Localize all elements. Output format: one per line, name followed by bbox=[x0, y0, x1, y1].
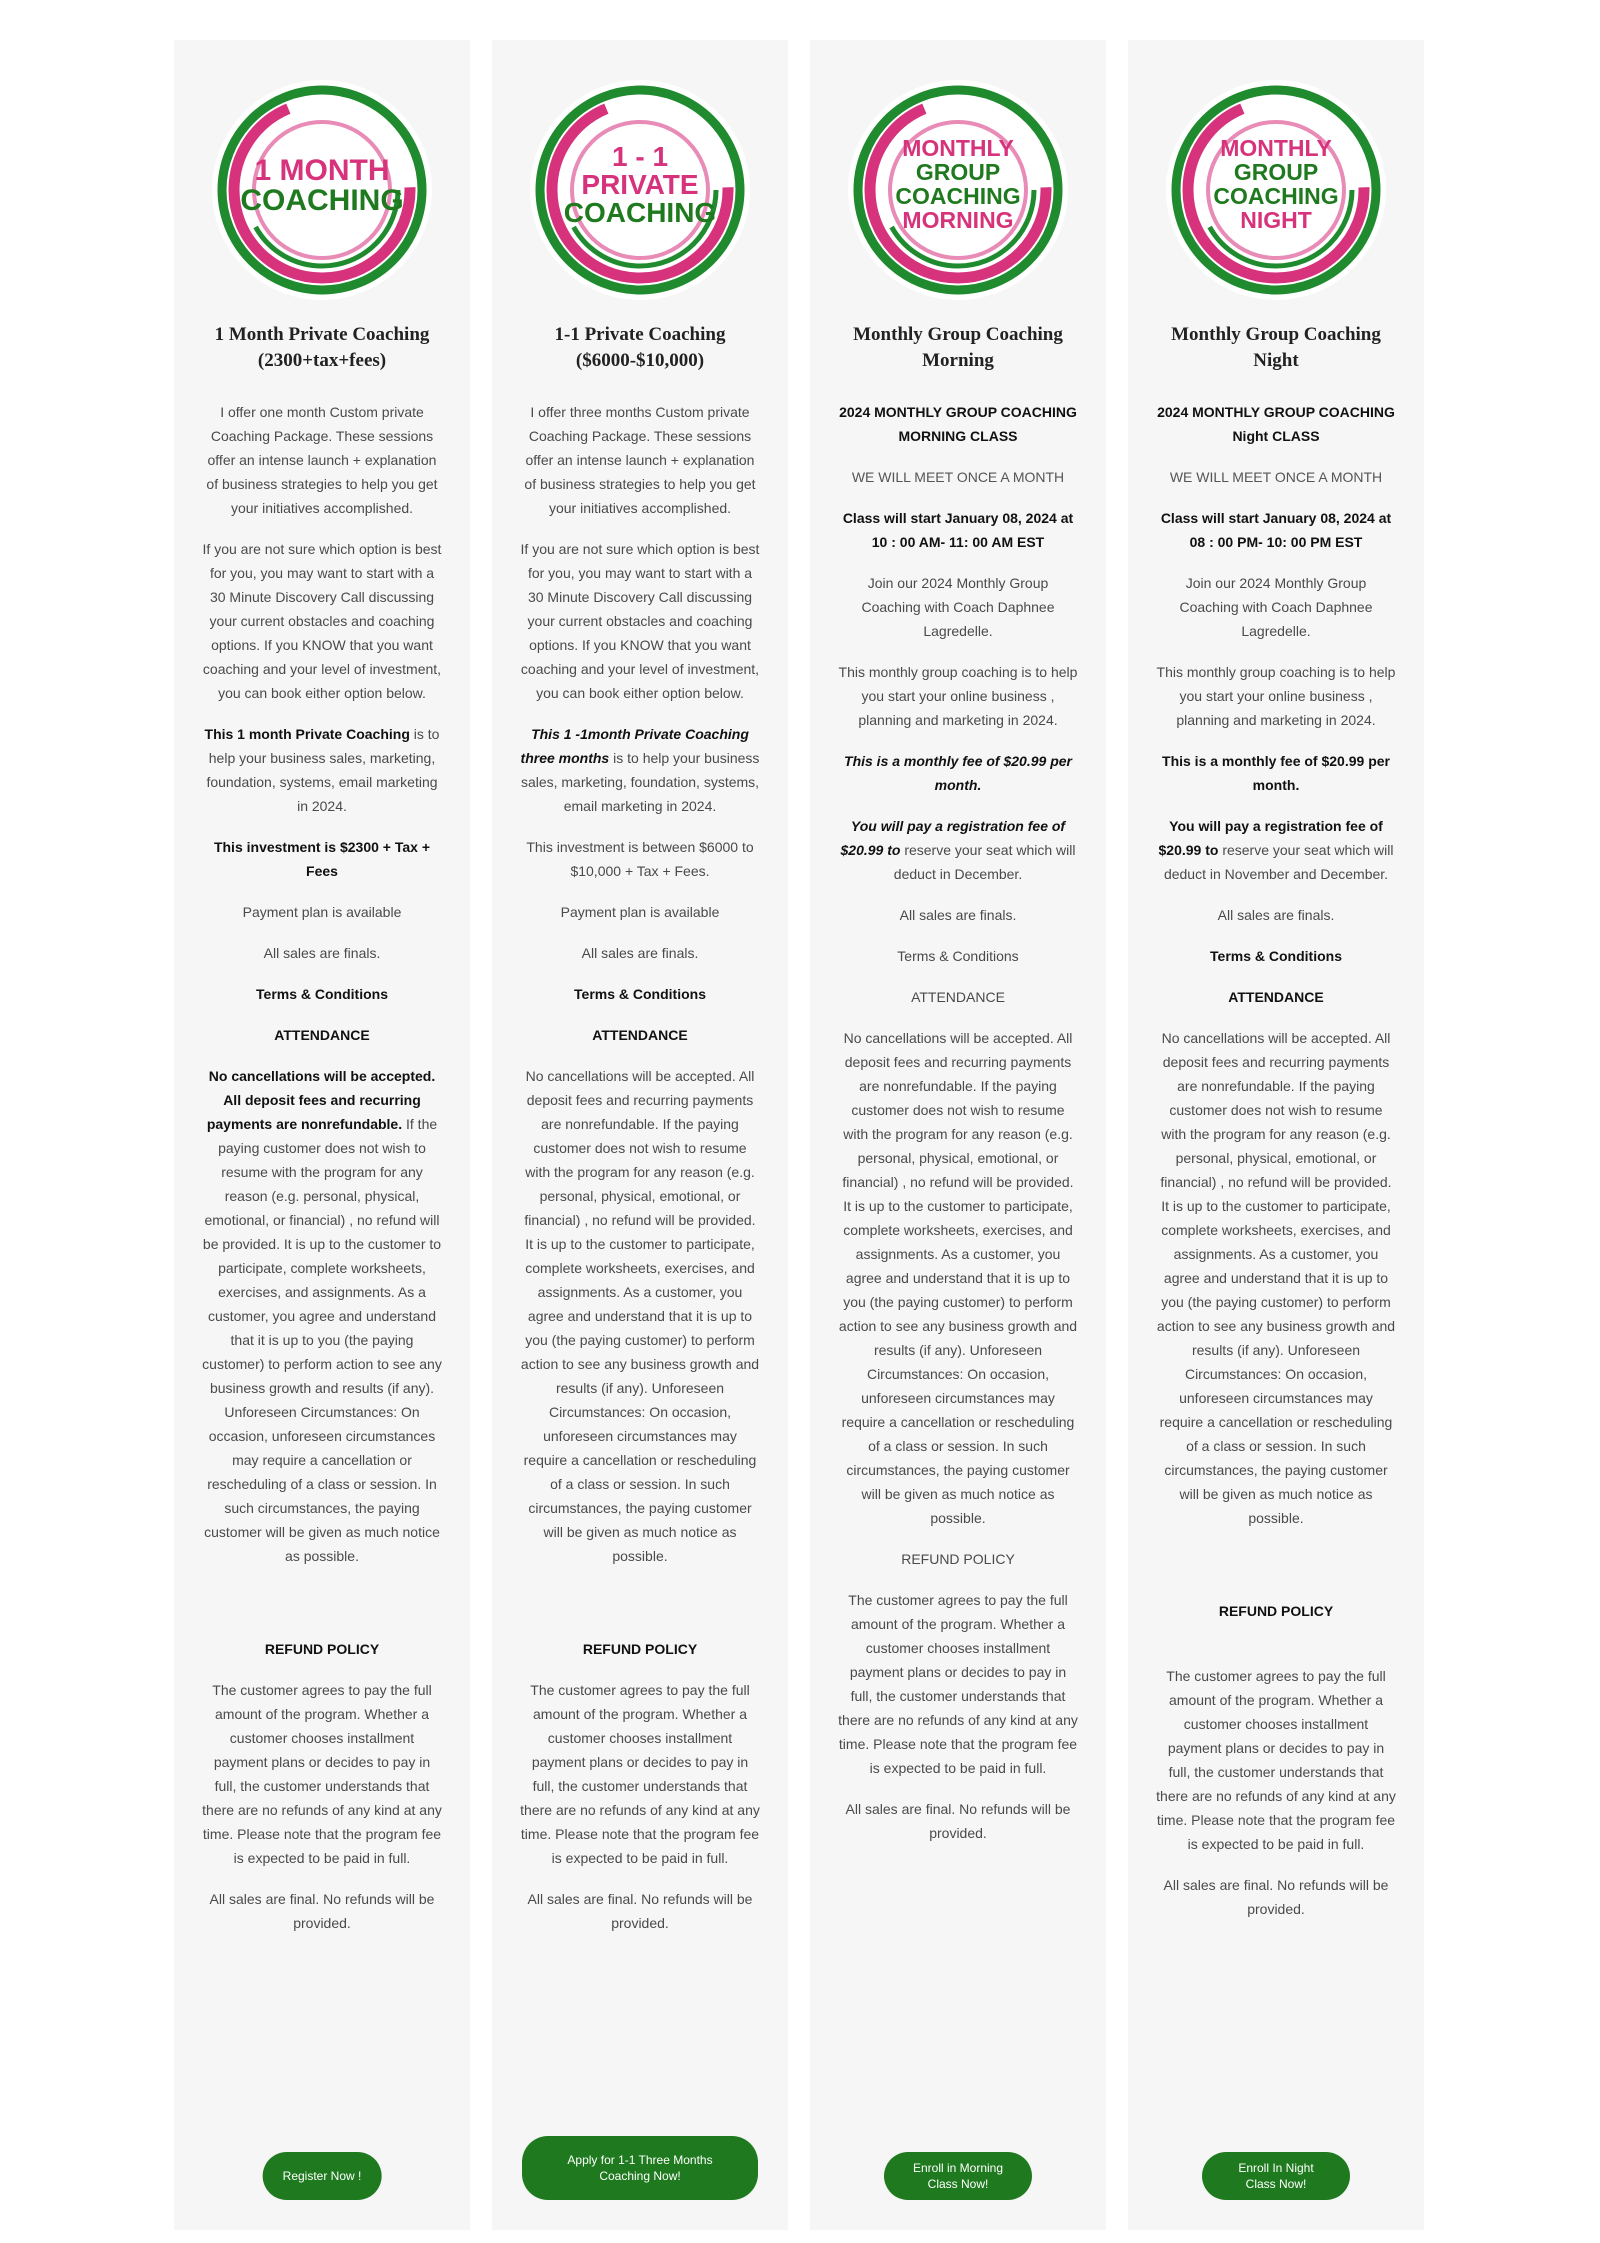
card-paragraph: All sales are final. No refunds will be provided. bbox=[527, 1891, 753, 1931]
price-text: This investment is $2300 + Tax + Fees bbox=[213, 839, 431, 879]
attendance-heading: ATTENDANCE bbox=[274, 1027, 370, 1043]
attendance-text bbox=[202, 1064, 442, 1568]
paragraph-text: is to help your business sales, marketing, foundation, systems, email marketing in 2024. bbox=[520, 750, 760, 814]
card-paragraph: All sales are final. No refunds will be provided. bbox=[845, 1801, 1071, 1841]
logo-text-line: GROUP bbox=[1233, 159, 1319, 185]
card-paragraph bbox=[202, 722, 442, 818]
card-paragraph: I offer one month Custom private Coaching Package. These sessions offer an intense launch + explanation of business strategies to help you get your initiatives accomplished. bbox=[206, 404, 438, 516]
pricing-card-1-month bbox=[174, 40, 470, 2230]
card-paragraph: All sales are finals. bbox=[581, 945, 699, 961]
card-paragraph bbox=[1156, 814, 1396, 886]
attendance-text: No cancellations will be accepted. All deposit fees and recurring payments are nonrefundable. If the paying customer does not wish to resume with the program for any reason (e.g. personal, physical, emotional, or financial) , no refund will be provided. It is up to the customer to participate, complete worksheets, exercises, and assignments. As a customer, you agree and understand that it is up to you (the paying customer) to perform action to see any business growth and results (if any). Unforeseen Circumstances: On occasion, unforeseen circumstances may require a cancellation or rescheduling of a class or session. In such circumstances, the paying customer will be given as much notice as possible. bbox=[838, 1030, 1078, 1526]
card-title: 1-1 Private Coaching ($6000-$10,000) bbox=[554, 324, 726, 371]
price-text: This is a monthly fee of $20.99 per month. bbox=[844, 753, 1072, 793]
refund-text: The customer agrees to pay the full amount of the program. Whether a customer chooses installment payment plans or decides to pay in full, the customer understands that there are no refunds of any kind at any time. Please note that the program fee is expected to be paid in full. bbox=[202, 1682, 442, 1866]
attendance-text: No cancellations will be accepted. All deposit fees and recurring payments are nonrefundable. If the paying customer does not wish to resume with the program for any reason (e.g. personal, physical, emotional, or financial) , no refund will be provided. It is up to the customer to participate, complete worksheets, exercises, and assignments. As a customer, you agree and understand that it is up to you (the paying customer) to perform action to see any business growth and results (if any). Unforeseen Circumstances: On occasion, unforeseen circumstances may require a cancellation or rescheduling of a class or session. In such circumstances, the paying customer will be given as much notice as possible. bbox=[520, 1068, 760, 1564]
card-paragraph: All sales are finals. bbox=[899, 907, 1017, 923]
apply-now-button[interactable]: Apply for 1-1 Three Months Coaching Now! bbox=[522, 2136, 758, 2200]
logo-text-line: GROUP bbox=[915, 159, 1001, 185]
card-paragraph bbox=[838, 814, 1078, 886]
bold-italic-text: You will pay a registration fee of $20.99 to bbox=[840, 818, 1066, 858]
attendance-text: No cancellations will be accepted. All deposit fees and recurring payments are nonrefundable. If the paying customer does not wish to resume with the program for any reason (e.g. personal, physical, emotional, or financial) , no refund will be provided. It is up to the customer to participate, complete worksheets, exercises, and assignments. As a customer, you agree and understand that it is up to you (the paying customer) to perform action to see any business growth and results (if any). Unforeseen Circumstances: On occasion, unforeseen circumstances may require a cancellation or rescheduling of a class or session. In such circumstances, the paying customer will be given as much notice as possible. bbox=[1156, 1030, 1396, 1526]
refund-text: The customer agrees to pay the full amount of the program. Whether a customer chooses installment payment plans or decides to pay in full, the customer understands that there are no refunds of any kind at any time. Please note that the program fee is expected to be paid in full. bbox=[520, 1682, 760, 1866]
refund-heading: REFUND POLICY bbox=[582, 1641, 698, 1657]
coaching-logo-icon bbox=[1162, 76, 1390, 304]
logo-text-line: PRIVATE bbox=[581, 169, 699, 200]
refund-text: The customer agrees to pay the full amount of the program. Whether a customer chooses installment payment plans or decides to pay in full, the customer understands that there are no refunds of any kind at any time. Please note that the program fee is expected to be paid in full. bbox=[1156, 1668, 1396, 1852]
card-paragraph: All sales are final. No refunds will be provided. bbox=[209, 1891, 435, 1931]
logo-text-line: COACHING bbox=[895, 183, 1021, 209]
bold-text: You will pay a registration fee of $20.99 to bbox=[1158, 818, 1383, 858]
coaching-logo-icon bbox=[208, 76, 436, 304]
attendance-heading: ATTENDANCE bbox=[592, 1027, 688, 1043]
card-paragraph: Payment plan is available bbox=[560, 904, 720, 920]
refund-heading: REFUND POLICY bbox=[264, 1641, 380, 1657]
price-text: This is a monthly fee of $20.99 per month. bbox=[1162, 753, 1390, 793]
refund-heading: REFUND POLICY bbox=[901, 1551, 1015, 1567]
card-paragraph: If you are not sure which option is best for you, you may want to start with a 30 Minute Discovery Call discussing your current obstacles and coaching options. If you KNOW that you want coaching and your level of investment, you can book either option below. bbox=[202, 541, 442, 701]
logo-text-line: 1 MONTH bbox=[254, 154, 390, 187]
card-paragraph bbox=[520, 722, 760, 818]
card-paragraph: Join our 2024 Monthly Group Coaching with Coach Daphnee Lagredelle. bbox=[861, 575, 1055, 639]
coaching-logo-icon bbox=[526, 76, 754, 304]
card-paragraph: Payment plan is available bbox=[242, 904, 402, 920]
card-title: Monthly Group Coaching Morning bbox=[853, 324, 1063, 371]
pricing-card-group-morning bbox=[810, 40, 1106, 2230]
card-paragraph: All sales are finals. bbox=[1217, 907, 1335, 923]
enroll-night-button[interactable]: Enroll In Night Class Now! bbox=[1202, 2152, 1350, 2200]
card-paragraph: All sales are finals. bbox=[263, 945, 381, 961]
enroll-morning-button[interactable]: Enroll in Morning Class Now! bbox=[884, 2152, 1032, 2200]
logo-text-line: 1 - 1 bbox=[611, 141, 669, 172]
attendance-heading: ATTENDANCE bbox=[1228, 989, 1324, 1005]
card-paragraph: This monthly group coaching is to help you start your online business , planning and marketing in 2024. bbox=[1156, 664, 1396, 728]
card-paragraph: This monthly group coaching is to help you start your online business , planning and marketing in 2024. bbox=[838, 664, 1078, 728]
card-paragraph: WE WILL MEET ONCE A MONTH bbox=[1169, 469, 1383, 485]
logo-text-line: COACHING bbox=[563, 197, 717, 228]
card-paragraph: If you are not sure which option is best for you, you may want to start with a 30 Minute Discovery Call discussing your current obstacles and coaching options. If you KNOW that you want coaching and your level of investment, you can book either option below. bbox=[520, 541, 760, 701]
card-paragraph: All sales are final. No refunds will be provided. bbox=[1163, 1877, 1389, 1917]
logo-text-line: COACHING bbox=[1213, 183, 1339, 209]
terms-heading: Terms & Conditions bbox=[897, 948, 1019, 964]
attendance-heading: ATTENDANCE bbox=[911, 989, 1005, 1005]
bold-italic-text: This 1 -1month Private Coaching three months bbox=[520, 726, 749, 766]
logo-text-line: MONTHLY bbox=[902, 135, 1014, 161]
class-heading: 2024 MONTHLY GROUP COACHING MORNING CLASS bbox=[839, 404, 1077, 444]
logo-text-line: NIGHT bbox=[1240, 207, 1312, 233]
paragraph-text: reserve your seat which will deduct in December. bbox=[893, 842, 1076, 882]
logo-text-line: COACHING bbox=[240, 184, 404, 217]
card-title: Monthly Group Coaching Night bbox=[1171, 324, 1381, 371]
class-heading: 2024 MONTHLY GROUP COACHING Night CLASS bbox=[1157, 404, 1395, 444]
price-text: This investment is between $6000 to $10,000 + Tax + Fees. bbox=[526, 839, 754, 879]
paragraph-text: is to help your business sales, marketing, foundation, systems, email marketing in 2024. bbox=[206, 726, 440, 814]
card-paragraph: WE WILL MEET ONCE A MONTH bbox=[851, 469, 1065, 485]
pricing-card-group-night bbox=[1128, 40, 1424, 2230]
refund-heading: REFUND POLICY bbox=[1218, 1603, 1334, 1619]
logo-text-line: MORNING bbox=[902, 207, 1014, 233]
logo-text-line: MONTHLY bbox=[1220, 135, 1332, 161]
coaching-logo-icon bbox=[844, 76, 1072, 304]
paragraph-text: If the paying customer does not wish to resume with the program for any reason (e.g. personal, physical, emotional, or financial) , no refund will be provided. It is up to the customer to participate, complete worksheets, exercises, and assignments. As a customer, you agree and understand that it is up to you (the paying customer) to perform action to see any business growth and results (if any). Unforeseen Circumstances: On occasion, unforeseen circumstances may require a cancellation or rescheduling of a class or session. In such circumstances, the paying customer will be given as much notice as possible. bbox=[202, 1116, 442, 1564]
paragraph-text: reserve your seat which will deduct in November and December. bbox=[1163, 842, 1394, 882]
pricing-card-1-1-private bbox=[492, 40, 788, 2230]
terms-heading: Terms & Conditions bbox=[574, 986, 706, 1002]
bold-text: This 1 month Private Coaching bbox=[204, 726, 410, 742]
terms-heading: Terms & Conditions bbox=[1210, 948, 1342, 964]
card-paragraph: I offer three months Custom private Coaching Package. These sessions offer an intense launch + explanation of business strategies to help you get your initiatives accomplished. bbox=[524, 404, 756, 516]
bold-text: No cancellations will be accepted. All deposit fees and recurring payments are nonrefundable. bbox=[206, 1068, 436, 1132]
card-title: 1 Month Private Coaching (2300+tax+fees) bbox=[214, 324, 430, 371]
class-schedule: Class will start January 08, 2024 at 08 : 00 PM- 10: 00 PM EST bbox=[1160, 510, 1392, 550]
register-now-button[interactable]: Register Now ! bbox=[263, 2152, 382, 2200]
refund-text: The customer agrees to pay the full amount of the program. Whether a customer chooses installment payment plans or decides to pay in full, the customer understands that there are no refunds of any kind at any time. Please note that the program fee is expected to be paid in full. bbox=[838, 1592, 1078, 1776]
class-schedule: Class will start January 08, 2024 at 10 : 00 AM- 11: 00 AM EST bbox=[842, 510, 1074, 550]
card-paragraph: Join our 2024 Monthly Group Coaching with Coach Daphnee Lagredelle. bbox=[1179, 575, 1373, 639]
terms-heading: Terms & Conditions bbox=[256, 986, 388, 1002]
